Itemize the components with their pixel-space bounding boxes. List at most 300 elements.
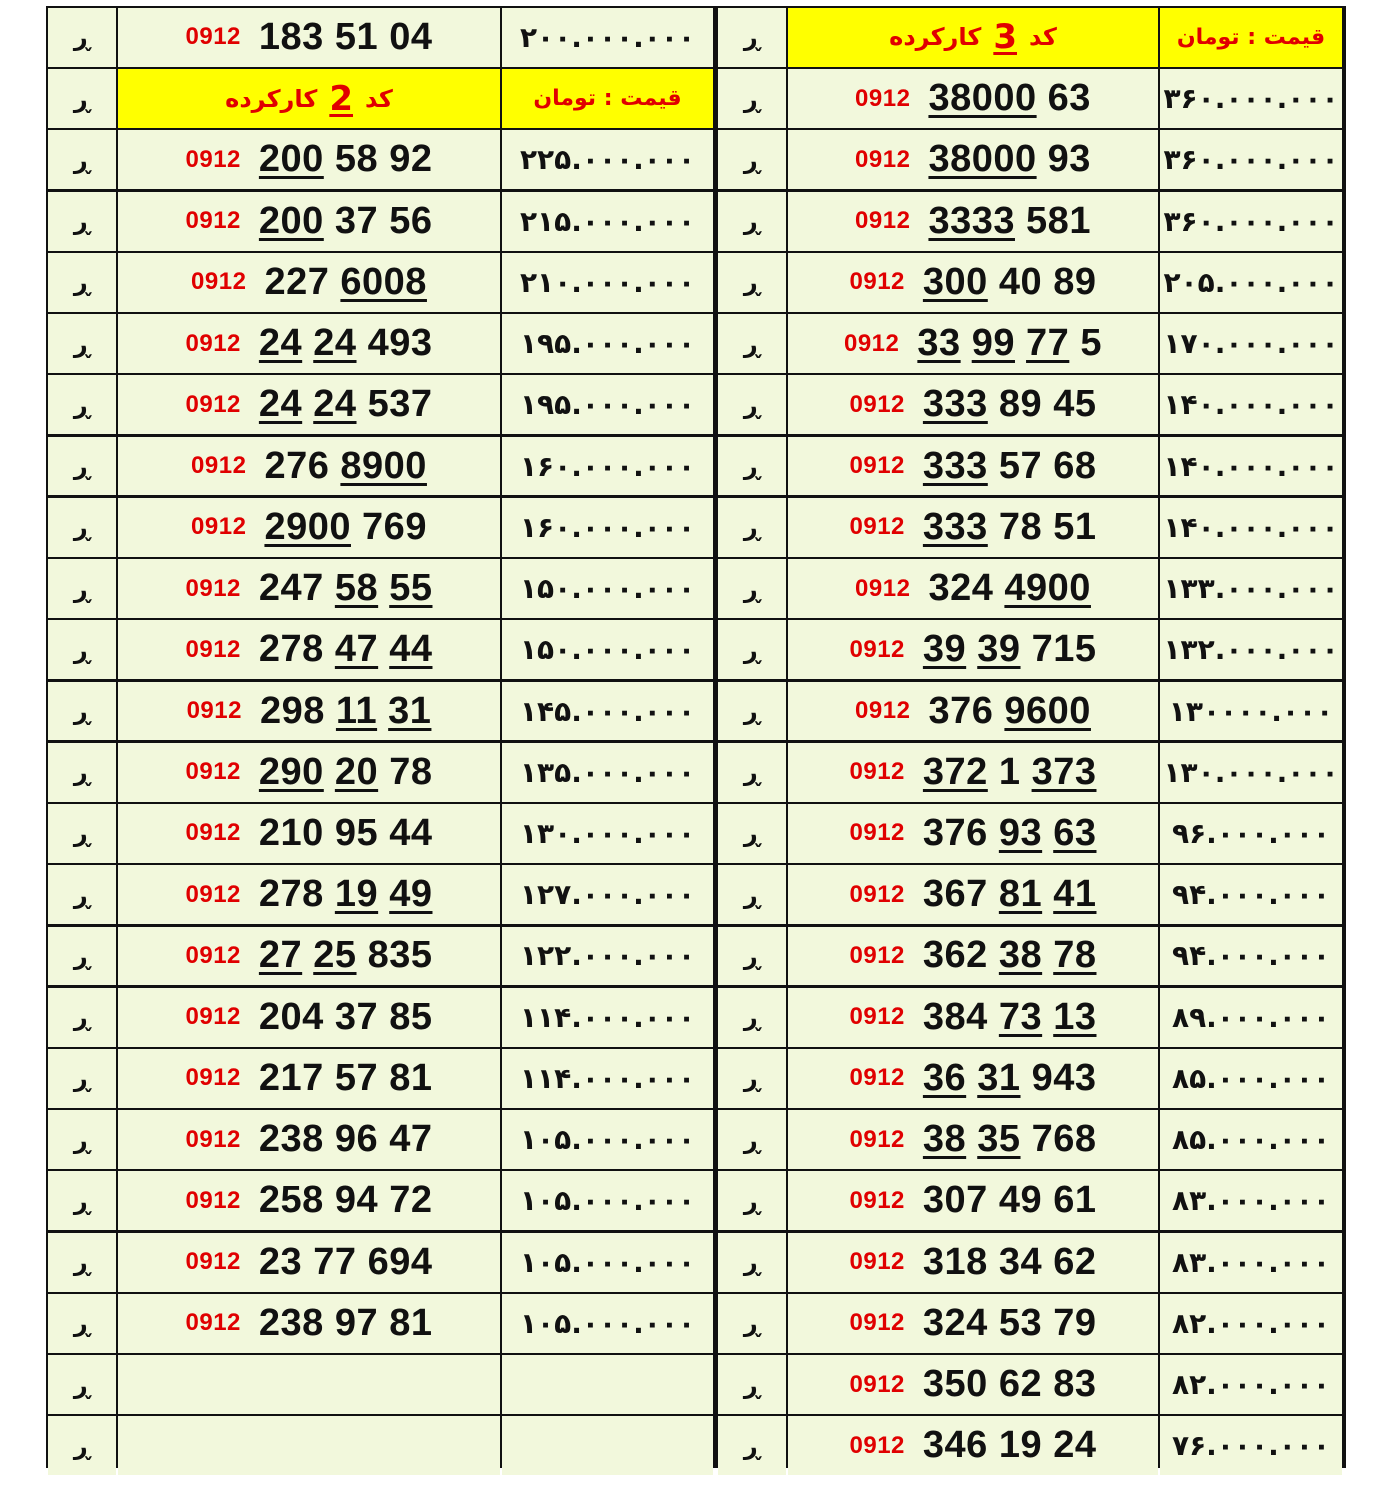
price-cell — [502, 620, 713, 679]
phone-group: 227 — [264, 260, 330, 303]
code-status: کارکرده — [225, 84, 318, 113]
phone-group: 276 — [264, 444, 330, 487]
phone-prefix: 0912 — [185, 1309, 241, 1337]
row-mark-icon: ڕ — [73, 574, 91, 603]
phone-number-cell — [118, 253, 500, 312]
phone-group: 183 — [258, 15, 324, 58]
phone-number-cell — [118, 1233, 500, 1292]
price-value: ۸۹.۰۰۰.۰۰۰ — [1172, 1000, 1330, 1034]
row-mark-cell — [48, 1355, 116, 1414]
phone-prefix: 0912 — [855, 84, 911, 112]
phone-group: 44 — [389, 811, 433, 854]
row-mark-cell — [718, 192, 786, 251]
price-value: ۱۵۰.۰۰۰.۰۰۰ — [519, 572, 696, 606]
row-mark-icon: ڕ — [743, 1186, 761, 1215]
phone-digits — [928, 690, 1091, 733]
code-number: 2 — [329, 78, 353, 119]
right-price-table — [718, 8, 1344, 1466]
phone-group-underlined: 24 — [258, 322, 303, 365]
row-mark-cell — [718, 253, 786, 312]
row-mark-icon: ڕ — [743, 207, 761, 236]
price-value: ۸۵.۰۰۰.۰۰۰ — [1172, 1123, 1330, 1157]
phone-group-underlined: 93 — [998, 811, 1043, 854]
phone-group: 92 — [389, 138, 433, 181]
phone-group: 62 — [998, 1363, 1043, 1406]
price-value: ۳۶۰.۰۰۰.۰۰۰ — [1163, 82, 1339, 116]
price-column-label: قیمت : تومان — [533, 86, 682, 112]
price-cell — [502, 1416, 713, 1475]
price-value: ۱۰۵.۰۰۰.۰۰۰ — [519, 1123, 696, 1157]
phone-group: 04 — [389, 15, 433, 58]
phone-group: 278 — [258, 873, 324, 916]
phone-number-cell — [788, 437, 1158, 496]
phone-group-underlined: 25 — [313, 934, 357, 977]
phone-prefix: 0912 — [191, 268, 247, 296]
price-cell — [502, 743, 713, 802]
price-value: ۸۳.۰۰۰.۰۰۰ — [1172, 1245, 1330, 1279]
row-mark-icon: ڕ — [743, 145, 761, 174]
price-value: ۲۰۰.۰۰۰.۰۰۰ — [519, 20, 696, 54]
phone-prefix: 0912 — [191, 513, 247, 541]
phone-prefix: 0912 — [185, 1248, 241, 1276]
phone-group: 376 — [928, 689, 994, 732]
phone-digits — [259, 383, 433, 426]
phone-prefix: 0912 — [185, 635, 241, 663]
row-mark-cell — [718, 8, 786, 67]
phone-group: 77 — [313, 1240, 357, 1283]
row-mark-icon: ڕ — [743, 635, 761, 664]
row-mark-cell — [718, 620, 786, 679]
price-value: ۱۱۴.۰۰۰.۰۰۰ — [519, 1061, 696, 1095]
row-mark-icon: ڕ — [743, 1125, 761, 1154]
row-mark-icon: ڕ — [73, 207, 91, 236]
phone-group-underlined: 35 — [977, 1118, 1021, 1161]
phone-group-underlined: 200 — [258, 199, 324, 242]
phone-prefix: 0912 — [185, 574, 241, 602]
phone-group: 324 — [922, 1301, 988, 1344]
phone-group-underlined: 24 — [313, 322, 357, 365]
phone-prefix: 0912 — [185, 390, 241, 418]
row-mark-cell — [48, 1110, 116, 1169]
phone-number-cell — [788, 1110, 1158, 1169]
phone-prefix: 0912 — [849, 758, 905, 786]
price-cell — [502, 253, 713, 312]
price-cell — [502, 130, 713, 189]
row-mark-cell — [48, 498, 116, 557]
price-value: ۱۰۵.۰۰۰.۰۰۰ — [519, 1306, 696, 1340]
phone-prefix: 0912 — [855, 697, 911, 724]
row-mark-cell — [718, 1110, 786, 1169]
price-value: ۷۶.۰۰۰.۰۰۰ — [1172, 1429, 1330, 1463]
phone-number-cell — [118, 130, 500, 189]
row-mark-icon: ڕ — [73, 635, 91, 664]
phone-prefix: 0912 — [191, 452, 247, 480]
phone-group-underlined: 38 — [998, 934, 1043, 977]
row-mark-icon: ڕ — [73, 1003, 91, 1032]
price-value: ۱۳۳.۰۰۰.۰۰۰ — [1163, 572, 1339, 606]
phone-number-cell — [788, 130, 1158, 189]
price-cell — [1160, 804, 1342, 863]
phone-group: 83 — [1053, 1363, 1097, 1406]
code-status: کارکرده — [889, 23, 982, 52]
row-mark-cell — [48, 192, 116, 251]
phone-group: 72 — [389, 1179, 433, 1222]
phone-prefix: 0912 — [849, 268, 905, 296]
phone-number-cell — [788, 375, 1158, 434]
phone-prefix: 0912 — [185, 1003, 241, 1031]
phone-group: 81 — [389, 1301, 433, 1344]
row-mark-cell — [718, 1049, 786, 1108]
phone-digits — [259, 200, 433, 243]
phone-group: 81 — [389, 1056, 433, 1099]
price-value: ۱۶۰.۰۰۰.۰۰۰ — [519, 510, 696, 544]
price-value: ۳۶۰.۰۰۰.۰۰۰ — [1163, 204, 1339, 238]
row-mark-icon: ڕ — [73, 941, 91, 970]
row-mark-cell — [718, 314, 786, 373]
phone-prefix: 0912 — [849, 1309, 905, 1337]
phone-group-underlined: 333 — [922, 444, 988, 487]
phone-digits — [923, 1363, 1097, 1406]
row-mark-icon: ڕ — [73, 1370, 91, 1399]
price-value: ۸۲.۰۰۰.۰۰۰ — [1172, 1306, 1330, 1340]
row-mark-icon: ڕ — [73, 1186, 91, 1215]
price-cell — [502, 1355, 713, 1414]
phone-prefix: 0912 — [849, 1431, 905, 1459]
phone-group-underlined: 77 — [1026, 322, 1070, 365]
phone-group: 376 — [922, 811, 988, 854]
phone-prefix: 0912 — [849, 513, 905, 541]
phone-digits — [259, 628, 433, 671]
phone-group-underlined: 78 — [1053, 934, 1097, 977]
price-value: ۱۳۰.۰۰۰.۰۰۰ — [519, 816, 696, 850]
row-mark-cell — [48, 314, 116, 373]
price-value: ۱۴۰.۰۰۰.۰۰۰ — [1163, 510, 1339, 544]
phone-digits — [928, 200, 1091, 243]
section-code-label — [889, 17, 1057, 57]
phone-digits — [917, 322, 1102, 365]
phone-group: 37 — [334, 199, 379, 242]
phone-number-cell — [118, 192, 500, 251]
phone-number-cell — [788, 682, 1158, 741]
row-mark-icon: ڕ — [73, 23, 91, 52]
phone-prefix: 0912 — [855, 207, 911, 235]
phone-group-underlined: 19 — [334, 873, 379, 916]
phone-number-cell — [788, 1355, 1158, 1414]
row-mark-icon: ڕ — [73, 1064, 91, 1093]
phone-group: 23 — [258, 1240, 303, 1283]
phone-group-underlined: 6008 — [340, 260, 427, 303]
price-value: ۸۲.۰۰۰.۰۰۰ — [1172, 1368, 1330, 1402]
phone-digits — [264, 506, 427, 549]
phone-digits — [923, 934, 1097, 977]
phone-group-underlined: 290 — [258, 750, 324, 793]
price-cell — [1160, 1416, 1342, 1475]
price-cell — [502, 988, 713, 1047]
phone-group-underlined: 38000 — [928, 77, 1037, 120]
phone-prefix: 0912 — [186, 697, 242, 724]
phone-prefix: 0912 — [185, 23, 241, 51]
row-mark-icon: ڕ — [743, 941, 761, 970]
price-value: ۹۴.۰۰۰.۰۰۰ — [1172, 939, 1330, 973]
price-value: ۱۲۲.۰۰۰.۰۰۰ — [519, 939, 696, 973]
phone-group-underlined: 73 — [998, 995, 1043, 1038]
section-header-code — [118, 69, 500, 128]
row-mark-cell — [48, 1416, 116, 1475]
row-mark-icon: ڕ — [73, 1431, 91, 1460]
phone-group: 493 — [367, 322, 433, 365]
price-cell — [502, 682, 713, 741]
row-mark-cell — [718, 69, 786, 128]
row-mark-cell — [48, 375, 116, 434]
phone-digits — [928, 77, 1091, 120]
phone-digits — [928, 138, 1091, 181]
phone-group-underlined: 55 — [389, 567, 433, 610]
phone-group-underlined: 8900 — [340, 444, 427, 487]
phone-group: 51 — [1053, 505, 1097, 548]
phone-group-underlined: 38 — [922, 1118, 967, 1161]
price-cell — [1160, 927, 1342, 986]
phone-group: 63 — [1047, 77, 1091, 120]
row-mark-icon: ڕ — [743, 390, 761, 419]
price-cell — [1160, 988, 1342, 1047]
section-header-price — [1160, 8, 1342, 67]
phone-group: 68 — [1053, 444, 1097, 487]
row-mark-icon: ڕ — [73, 452, 91, 481]
price-value: ۱۳۰۰۰۰.۰۰۰ — [1168, 694, 1334, 728]
row-mark-cell — [48, 865, 116, 924]
row-mark-cell — [48, 988, 116, 1047]
row-mark-cell — [48, 253, 116, 312]
phone-group: 247 — [258, 567, 324, 610]
phone-digits — [259, 16, 433, 59]
row-mark-cell — [718, 375, 786, 434]
phone-group-underlined: 31 — [388, 689, 432, 732]
phone-group: 19 — [998, 1424, 1043, 1467]
phone-group-underlined: 3333 — [928, 199, 1015, 242]
phone-digits — [259, 1179, 433, 1222]
phone-group-underlined: 38000 — [928, 138, 1037, 181]
phone-number-cell — [118, 927, 500, 986]
phone-digits — [923, 1057, 1097, 1100]
phone-number-cell — [788, 743, 1158, 802]
phone-number-cell — [788, 927, 1158, 986]
price-cell — [1160, 69, 1342, 128]
row-mark-icon: ڕ — [743, 819, 761, 848]
row-mark-icon: ڕ — [73, 513, 91, 542]
phone-group: 85 — [389, 995, 433, 1038]
phone-group: 346 — [922, 1424, 988, 1467]
phone-group: 307 — [922, 1179, 988, 1222]
phone-digits — [259, 1118, 433, 1161]
phone-number-cell — [788, 865, 1158, 924]
phone-group: 96 — [334, 1118, 379, 1161]
phone-digits — [923, 1118, 1097, 1161]
phone-digits — [923, 628, 1097, 671]
phone-group: 57 — [998, 444, 1043, 487]
phone-number-cell — [788, 1049, 1158, 1108]
phone-group: 217 — [258, 1056, 324, 1099]
phone-digits — [259, 1241, 433, 1284]
phone-digits — [923, 1241, 1097, 1284]
price-cell — [1160, 1355, 1342, 1414]
phone-group-underlined: 24 — [258, 383, 303, 426]
row-mark-icon: ڕ — [743, 84, 761, 113]
row-mark-icon: ڕ — [743, 1064, 761, 1093]
price-value: ۱۳۲.۰۰۰.۰۰۰ — [1163, 633, 1339, 667]
row-mark-icon: ڕ — [743, 758, 761, 787]
phone-prefix: 0912 — [855, 145, 911, 173]
phone-group-underlined: 39 — [977, 628, 1021, 671]
phone-number-cell — [118, 1355, 500, 1414]
phone-group: 350 — [922, 1363, 988, 1406]
row-mark-icon: ڕ — [73, 1309, 91, 1338]
phone-prefix: 0912 — [849, 819, 905, 847]
row-mark-cell — [48, 69, 116, 128]
row-mark-icon: ڕ — [743, 452, 761, 481]
row-mark-cell — [48, 1171, 116, 1230]
price-cell — [1160, 743, 1342, 802]
price-value: ۱۰۵.۰۰۰.۰۰۰ — [519, 1184, 696, 1218]
row-mark-icon: ڕ — [743, 1309, 761, 1338]
row-mark-cell — [48, 804, 116, 863]
phone-group: 298 — [259, 689, 325, 732]
section-header-code — [788, 8, 1158, 67]
row-mark-cell — [718, 437, 786, 496]
phone-group-underlined: 36 — [922, 1056, 967, 1099]
phone-number-cell — [788, 69, 1158, 128]
phone-prefix: 0912 — [185, 1186, 241, 1214]
row-mark-cell — [48, 743, 116, 802]
row-mark-icon: ڕ — [73, 758, 91, 787]
price-value: ۱۱۴.۰۰۰.۰۰۰ — [519, 1000, 696, 1034]
price-value: ۱۰۵.۰۰۰.۰۰۰ — [519, 1245, 696, 1279]
phone-number-cell — [788, 498, 1158, 557]
price-cell — [1160, 130, 1342, 189]
phone-digits — [923, 506, 1097, 549]
phone-group: 95 — [334, 811, 379, 854]
phone-group-underlined: 333 — [922, 505, 988, 548]
phone-number-cell — [788, 1416, 1158, 1475]
row-mark-cell — [718, 1294, 786, 1353]
phone-prefix: 0912 — [849, 941, 905, 969]
phone-digits — [259, 1057, 433, 1100]
price-cell — [1160, 620, 1342, 679]
row-mark-cell — [48, 8, 116, 67]
phone-group-underlined: 63 — [1053, 811, 1097, 854]
row-mark-cell — [718, 927, 786, 986]
price-value: ۱۴۰.۰۰۰.۰۰۰ — [1163, 449, 1339, 483]
phone-prefix: 0912 — [849, 452, 905, 480]
price-cell — [502, 1110, 713, 1169]
phone-prefix: 0912 — [849, 635, 905, 663]
row-mark-icon: ڕ — [743, 1003, 761, 1032]
phone-digits — [259, 996, 433, 1039]
price-cell — [502, 314, 713, 373]
phone-number-cell — [118, 559, 500, 618]
price-cell — [1160, 253, 1342, 312]
price-value: ۹۶.۰۰۰.۰۰۰ — [1172, 816, 1330, 850]
phone-group: 1 — [998, 750, 1021, 793]
row-mark-icon: ڕ — [73, 84, 91, 113]
phone-digits — [928, 567, 1091, 610]
phone-prefix: 0912 — [849, 1186, 905, 1214]
row-mark-cell — [718, 804, 786, 863]
phone-group: 768 — [1031, 1118, 1097, 1161]
price-cell — [502, 927, 713, 986]
phone-number-cell — [118, 498, 500, 557]
phone-digits — [259, 322, 433, 365]
price-value: ۱۳۰.۰۰۰.۰۰۰ — [1163, 755, 1339, 789]
phone-group-underlined: 49 — [389, 873, 433, 916]
row-mark-icon: ڕ — [743, 1431, 761, 1460]
price-cell — [502, 1171, 713, 1230]
row-mark-icon: ڕ — [743, 697, 761, 725]
row-mark-icon: ڕ — [743, 23, 761, 52]
phone-group: 537 — [367, 383, 433, 426]
phone-digits — [259, 812, 433, 855]
row-mark-icon: ڕ — [73, 390, 91, 419]
price-cell — [1160, 1049, 1342, 1108]
phone-number-cell — [118, 620, 500, 679]
phone-number-cell — [788, 1171, 1158, 1230]
price-value: ۲۲۵.۰۰۰.۰۰۰ — [519, 143, 696, 177]
row-mark-cell — [718, 1233, 786, 1292]
row-mark-cell — [718, 1171, 786, 1230]
price-value: ۹۴.۰۰۰.۰۰۰ — [1172, 878, 1330, 912]
phone-group: 324 — [928, 567, 994, 610]
phone-digits — [923, 812, 1097, 855]
phone-group: 581 — [1026, 199, 1091, 242]
phone-prefix: 0912 — [849, 1125, 905, 1153]
row-mark-icon: ڕ — [73, 819, 91, 848]
phone-group-underlined: 44 — [389, 628, 433, 671]
phone-group: 238 — [258, 1118, 324, 1161]
code-number: 3 — [993, 17, 1017, 58]
price-value: ۲۱۵.۰۰۰.۰۰۰ — [519, 204, 696, 238]
row-mark-icon: ڕ — [73, 1248, 91, 1277]
phone-digits — [259, 138, 433, 181]
phone-prefix: 0912 — [185, 329, 241, 357]
row-mark-icon: ڕ — [73, 697, 91, 725]
price-cell — [502, 192, 713, 251]
price-cell — [502, 498, 713, 557]
phone-group: 89 — [1053, 260, 1097, 303]
phone-group-underlined: 372 — [922, 750, 988, 793]
phone-number-cell — [788, 253, 1158, 312]
phone-group: 62 — [1053, 1240, 1097, 1283]
phone-digits — [264, 261, 427, 304]
price-value: ۱۴۰.۰۰۰.۰۰۰ — [1163, 388, 1339, 422]
phone-digits — [923, 1302, 1097, 1345]
phone-group: 318 — [922, 1240, 988, 1283]
phone-group-underlined: 4900 — [1004, 567, 1091, 610]
row-mark-cell — [48, 682, 116, 741]
price-value: ۱۵۰.۰۰۰.۰۰۰ — [519, 633, 696, 667]
price-cell — [1160, 559, 1342, 618]
phone-group-underlined: 27 — [258, 934, 303, 977]
phone-group: 53 — [998, 1301, 1043, 1344]
phone-group: 58 — [334, 138, 379, 181]
price-value: ۲۰۵.۰۰۰.۰۰۰ — [1163, 265, 1339, 299]
phone-group-underlined: 13 — [1053, 995, 1097, 1038]
phone-group: 258 — [258, 1179, 324, 1222]
row-mark-cell — [48, 437, 116, 496]
phone-group: 24 — [1053, 1424, 1097, 1467]
phone-group-underlined: 2900 — [264, 505, 351, 548]
phone-number-cell — [118, 988, 500, 1047]
price-cell — [502, 865, 713, 924]
row-mark-cell — [48, 927, 116, 986]
